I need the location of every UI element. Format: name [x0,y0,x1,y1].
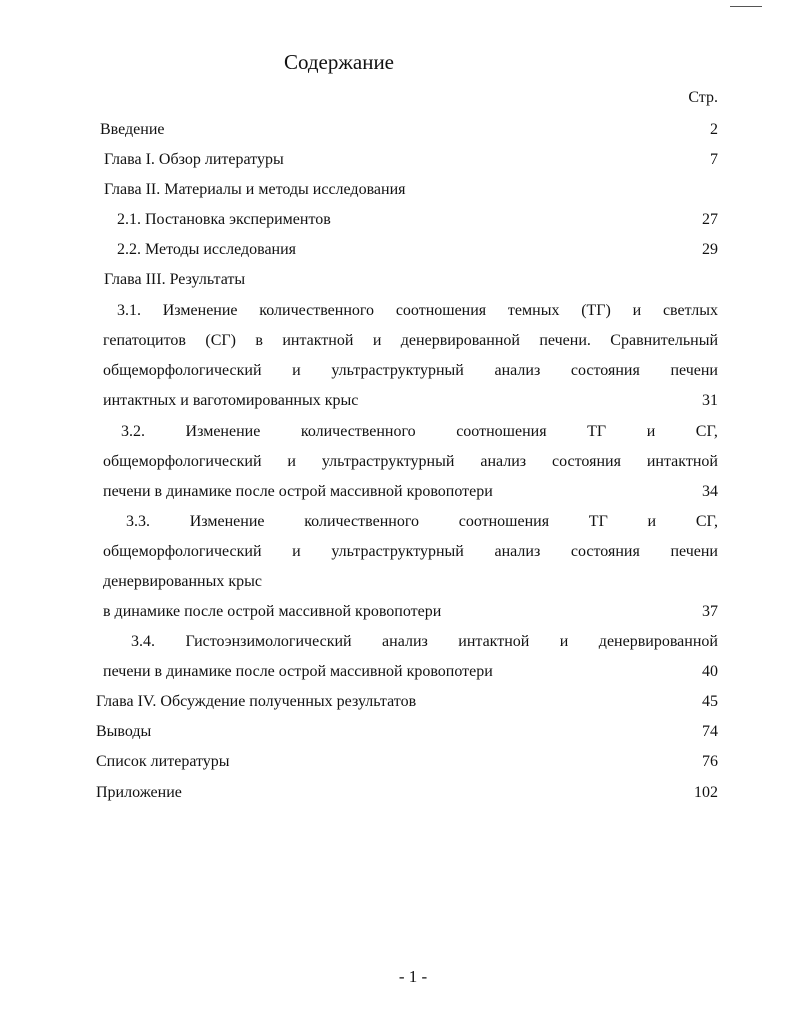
toc-entry-page: 102 [694,784,718,801]
word: печени [670,543,718,560]
toc-entry-section-3-1-line-1 [0,300,792,322]
word: Гистоэнзимологический [185,633,352,650]
word: денервированной [400,332,520,349]
word: соотношения [458,513,550,530]
word: состояния [552,453,621,470]
toc-entry-section-2-1 [0,209,792,231]
word: состояния [570,543,640,560]
word: ТГ [587,423,607,440]
toc-entry-chapter-4 [0,691,792,713]
word: ультраструктурный [331,543,464,560]
toc-entry-section-3-3-line-2 [0,541,792,563]
page-column-header: Стр. [688,89,718,106]
toc-entry-label: 2.1. Постановка экспериментов [117,211,331,228]
toc-entry-page: 2 [710,121,718,138]
word: соотношения [456,423,547,440]
toc-entry-section-3-2-line-3 [0,481,792,503]
word: денервированной [598,633,718,650]
toc-entry-section-3-1-line-2 [0,330,792,352]
word: светлых [662,302,718,319]
justified-text [103,541,718,563]
justified-text [117,300,718,322]
page-number: - 1 - [398,967,428,986]
toc-entry-label: Глава I. Обзор литературы [104,151,284,168]
word: Сравнительный [610,332,718,349]
toc-entry-section-3-4-line-1 [0,631,792,653]
word: СГ, [695,513,718,530]
word: и [287,453,296,470]
scan-corner-mark [730,6,762,7]
word: в [255,332,263,349]
word: (СГ) [205,332,236,349]
toc-entry-page: 31 [702,392,718,409]
toc-entry-page: 40 [702,663,718,680]
toc-entry-label: Глава II. Материалы и методы исследования [104,181,406,198]
word: печени [670,362,718,379]
word: ТГ [588,513,608,530]
word: СГ, [695,423,718,440]
word: анализ [382,633,428,650]
word: 3.4. [131,633,155,650]
toc-entry-appendix [0,782,792,804]
word: анализ [494,543,541,560]
word: общеморфологический [103,543,262,560]
word: интактной [282,332,354,349]
word: интактной [458,633,530,650]
justified-text [103,330,718,352]
toc-entry-page: 34 [702,483,718,500]
word: Изменение [162,302,238,319]
word: количественного [259,302,375,319]
word: и [372,332,382,349]
word: 3.1. [117,302,141,319]
toc-entry-chapter-3 [0,269,792,291]
toc-entry-page: 76 [702,753,718,770]
word: количественного [304,513,419,530]
toc-entry-label: 2.2. Методы исследования [117,241,297,258]
toc-entry-section-3-1-line-4 [0,390,792,412]
justified-text [131,631,718,653]
justified-text [103,360,718,382]
word: и [292,543,301,560]
toc-entry-page: 29 [702,241,718,258]
word: (ТГ) [581,302,611,319]
toc-entry-chapter-2 [0,179,792,201]
word: 3.3. [126,513,150,530]
word: общеморфологический [103,362,262,379]
word: и [647,513,657,530]
word: соотношения [395,302,487,319]
word: печени. [539,332,591,349]
toc-entry-page: 7 [710,151,718,168]
toc-entry-chapter-1 [0,149,792,171]
word: состояния [570,362,640,379]
toc-entry-section-3-2-line-2 [0,451,792,473]
word: количественного [300,423,416,440]
toc-entry-section-3-3-line-4 [0,601,792,623]
page-title: Содержание [283,50,395,74]
toc-entry-page: 27 [702,211,718,228]
word: анализ [494,362,541,379]
toc-entry-section-3-1-line-3 [0,360,792,382]
word: интактной [646,453,718,470]
toc-entry-references [0,751,792,773]
toc-entry-label: Введение [100,121,165,138]
toc-entry-page: 37 [702,603,718,620]
toc-entry-label: интактных и ваготомированных крыс [103,392,359,409]
justified-text [126,511,718,533]
toc-entry-label: Глава III. Результаты [104,271,246,288]
toc-entry-label: денервированных крыс [103,573,262,590]
toc-entry-section-3-3-line-1 [0,511,792,533]
word: ультраструктурный [321,453,455,470]
toc-entry-page: 74 [702,723,718,740]
toc-entry-section-2-2 [0,239,792,261]
word: и [559,633,569,650]
toc-entry-label: Глава IV. Обсуждение полученных результатов [96,693,417,710]
toc-entry-label: печени в динамике после острой массивной кровопотери [103,483,493,500]
toc-entry-label: в динамике после острой массивной кровопотери [103,603,442,620]
toc-entry-label: печени в динамике после острой массивной кровопотери [103,663,493,680]
toc-entry-label: Приложение [96,784,182,801]
toc-entry-section-3-3-line-3 [0,571,792,593]
toc-entry-section-3-2-line-1 [0,421,792,443]
word: и [646,423,656,440]
word: ультраструктурный [331,362,464,379]
toc-entry-label: Выводы [96,723,152,740]
toc-entry-conclusions [0,721,792,743]
word: гепатоцитов [103,332,186,349]
word: темных [507,302,560,319]
word: и [632,302,642,319]
justified-text [121,421,718,443]
justified-text [103,451,718,473]
toc-entry-page: 45 [702,693,718,710]
word: 3.2. [121,423,145,440]
toc-entry-label: Список литературы [96,753,230,770]
word: Изменение [185,423,261,440]
toc-entry-intro [0,119,792,141]
word: Изменение [189,513,265,530]
word: и [292,362,301,379]
word: анализ [480,453,527,470]
toc-entry-section-3-4-line-2 [0,661,792,683]
word: общеморфологический [103,453,262,470]
